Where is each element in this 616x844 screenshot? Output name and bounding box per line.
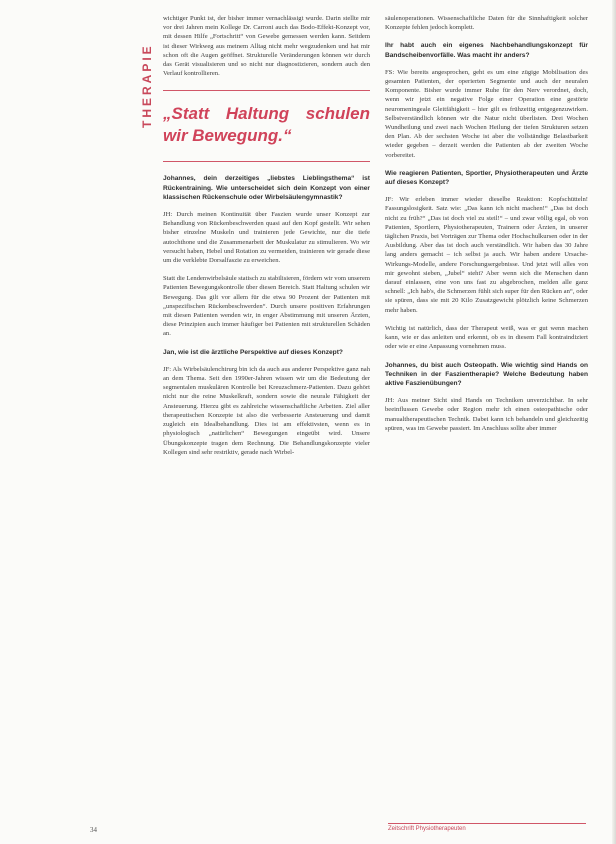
interview-answer: JF: Wir erleben immer wieder dieselbe Reaktion: Kopfschütteln! Fassungslosigkeit. Satz wie: „Das kann ich nicht machen!“ „Das ist doch nicht zu früh?“ „Das ist doch viel zu steil!“ – und zwar völlig egal, ob von Patienten, Sportlern, Physiotherapeuten, Trainern oder Ärzten, in unserer täglichen Praxis, bei Vorträgen zur Thema oder Hochschulkursen oder in der Ausbildung. Aber das ist doch auch verständlich. Wir haben das 30 Jahre lang anders gemacht – ich selbst ja auch. Wir haben andere Ursache-Wirkungs-Modelle, andere Forschungsergebnisse. Und jetzt will alles von mir gewohnt sieben, „Jubel“ steht? Aber wenn sich die Menschen dann darauf einlassen, eine von uns fast zu abgebrochen, melden alle ganz schnell: „Ich hab's, die Schmerzen fühlt sich super für den Rücken an“, oder sie spüren, dass sie mit 20 Kilo Zusatzgewicht plötzlich keine Schmerzen mehr haben. bbox=[385, 196, 588, 314]
left-column bbox=[163, 14, 370, 466]
interview-question: Johannes, dein derzeitiges „liebstes Lieblingsthema“ ist Rückentraining. Wie unterscheidet sich dein Konzept von einer klassischen Rückenschule oder Wirbelsäulengymnastik? bbox=[163, 175, 370, 201]
interview-answer: JF: Als Wirbelsäulenchirurg bin ich da auch aus anderer Perspektive ganz nah an dem Thema. Seit den 1990er-Jahren wissen wir um die Bedeutung der segmentalen muskulären Kontrolle bei Kreuzschmerz-Patienten. Dazu gehört nicht nur die reine Muskelkraft, sondern sowie die neurale Fähigkeit der Ansteuerung. Hierzu gibt es zahlreiche wissenschaftliche Arbeiten. Ziel aller therapeutischen Konzepte ist also die verbesserte Ansteuerung und damit zugleich ein Idealbehandlung. Dies ist am effektivsten, wenn es in physiologisch „natürlichen“ Bewegungen eingeübt wird. Unsere Übungskonzepte tragen dem Rechnung. Die Behandlungskonzepte vieler Kollegen sind sehr restriktiv, gerade nach Wirbel- bbox=[163, 365, 370, 456]
interview-question: Jan, wie ist die ärztliche Perspektive auf dieses Konzept? bbox=[163, 348, 343, 356]
page-number: 34 bbox=[90, 826, 97, 834]
interview-answer: JH: Durch meinen Kontinuität über Faszien wurde unser Konzept zur Behandlung von Rückenbeschwerden quasi auf den Kopf gestellt. Wir sehen bisher einzelne Muskeln und trainieren jede Gewichte, nur die tiefe autochthone und die Zusammenarbeit der Muskulatur zu stimulieren. Wo wir versucht haben, Hebel und Rotation zu vermeiden, trainieren wir gerade diese um die verklebte Dorsalfaszie zu erweichen. bbox=[163, 211, 370, 265]
right-column bbox=[385, 14, 588, 442]
footer-brand: Zeitschrift Physiotherapeuten bbox=[388, 823, 586, 832]
page-edge-shadow bbox=[612, 0, 616, 844]
interview-question: Wie reagieren Patienten, Sportler, Physiotherapeuten und Ärzte auf dieses Konzept? bbox=[385, 169, 588, 187]
section-divider bbox=[163, 90, 370, 91]
interview-answer: Statt die Lendenwirbelsäule statisch zu stabilisieren, fördern wir vom unserem Patienten Bewegungskontrolle über diesen Bereich. Statt Haltung schulen wir Bewegung. Das gilt vor allem für die etwa 90 Prozent der Patienten mit „unspezifischen Rückenbeschwerden“. Durch unsere positiven Erfahrungen mit diesen Patienten wenden wir, in enger Abstimmung mit unseren Ärzten, diese Prinzipien auch immer häufiger bei Patienten mit strukturellen Schäden an. bbox=[163, 275, 370, 338]
section-label: THERAPIE bbox=[140, 43, 154, 128]
interview-answer: FS: Wie bereits angesprochen, geht es um eine zügige Mobilisation des gesamten Patienten, der operierten Segmente und auch der neuralen Komponente. Bisher wurde immer Ruhe für den Nerv verordnet, doch, wenn wir jetzt ein negative Folge einer Operation eine gestörte neuromeningeale Gleitfähigkeit – hier gilt es frühzeitig entgegenzuwirken. Selbstverständlich können wir die Natur nicht überlisten. Drei Wochen Wundheilung und zwei nach Wochen Heilung der tiefen Strukturen setzen den Plan. Ab der sechsten Woche ist aber die vollständige Belastbarkeit wieder gegeben – derzeit werden die Patienten ab der zweiten Woche vorbereitet. bbox=[385, 68, 588, 159]
intro-paragraph: wichtiger Punkt ist, der bisher immer vernachlässigt wurde. Darin stellte mir vor drei Jahren mein Kollege Dr. Carroni auch das Bodo-Effekt-Konzept vor, mit dessen Hilfe „Fortschritt“ von Gewebe gemessen werden kann. Seitdem ist dieser Wirkweg aus meinem Alltag nicht mehr wegzudenken und hat mir schon oft die Augen geöffnet. Strukturelle Veränderungen können wir durch das Gerät visualisieren und so nicht nur diagnostizieren, sondern auch den Verlauf kontrollieren. bbox=[163, 15, 370, 78]
section-divider bbox=[163, 161, 370, 162]
interview-question: Ihr habt auch ein eigenes Nachbehandlungskonzept für Bandscheibenvorfälle. Was macht ihr anders? bbox=[385, 42, 588, 59]
pull-quote: „Statt Haltung schulen wir Bewegung.“ bbox=[163, 104, 370, 146]
interview-answer: Wichtig ist natürlich, dass der Therapeut weiß, was er gut wenn machen kann, wie er das anleiten und erkennt, ob es in diesem Fall kontraindiziert oder wie er eine Anpassung vornehmen muss. bbox=[385, 324, 588, 351]
intro-paragraph: säulenoperationen. Wissenschaftliche Daten für die Sinnhaftigkeit solcher Konzepte fehlen jedoch komplett. bbox=[385, 15, 588, 32]
interview-answer: JH: Aus meiner Sicht sind Hands on Techniken unverzichtbar. In sehr beeinflussen Gewebe oder Region mehr ich einen osteopathische oder manualtherapeutischen Technik. Dabei kann ich behandeln und gleichzeitig spüren, was im Gewebe passiert. Im Anschluss sollte aber immer bbox=[385, 397, 588, 432]
interview-question: Johannes, du bist auch Osteopath. Wie wichtig sind Hands on Techniken in der Faszientherapie? Welche Bedeutung haben aktive Faszienübungen? bbox=[385, 361, 588, 387]
